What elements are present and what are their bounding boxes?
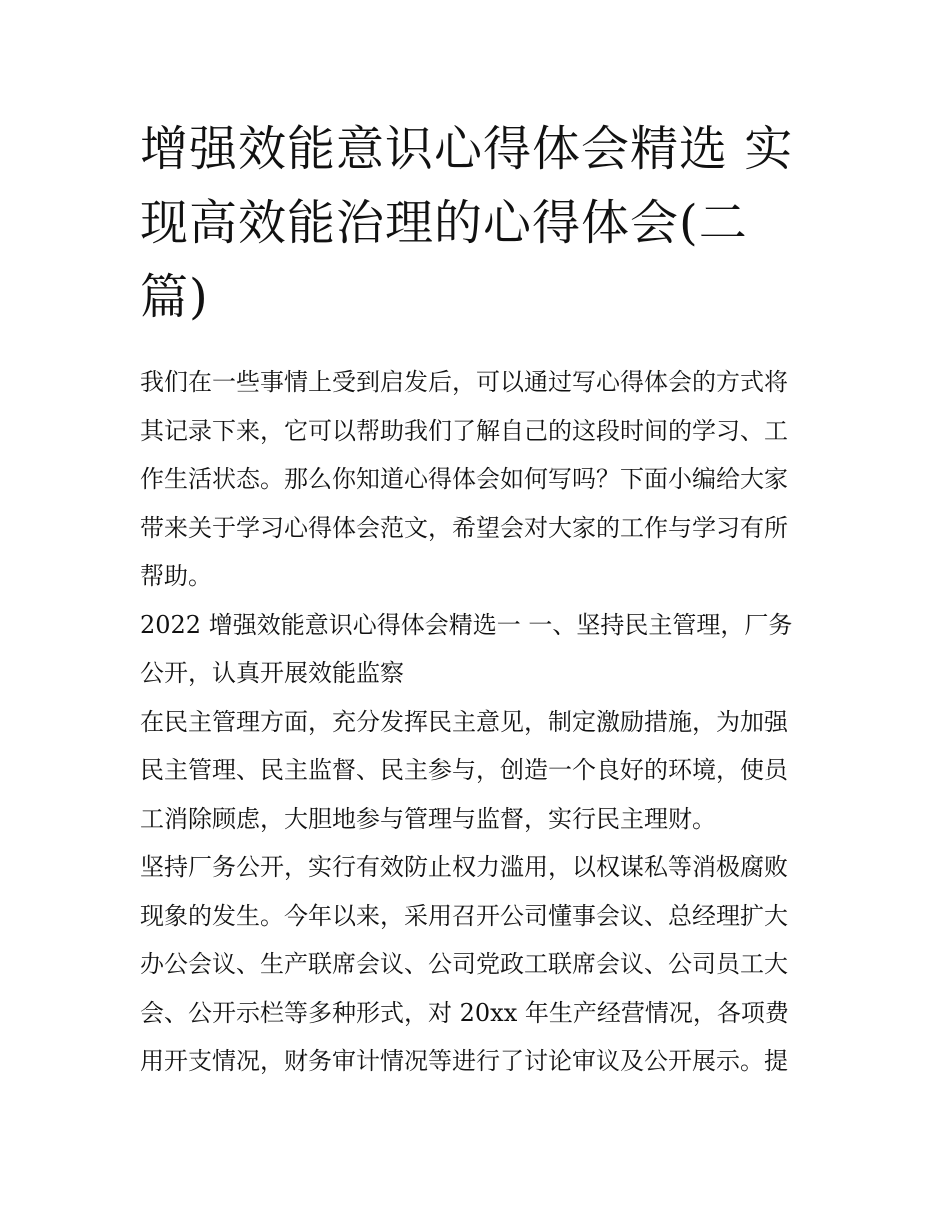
title-line: 篇) <box>140 269 209 325</box>
text-line: 帮助。 <box>140 562 212 590</box>
text-line: 我们在一些事情上受到启发后，可以通过写心得体会的方式将 <box>140 368 788 396</box>
text-line: 会、公开示栏等多种形式，对 20xx 年生产经营情况，各项费 <box>140 998 789 1027</box>
text-line: 作生活状态。那么你知道心得体会如何写吗？下面小编给大家 <box>140 465 788 493</box>
text-line: 现象的发生。今年以来，采用召开公司懂事会议、总经理扩大 <box>140 901 788 930</box>
text-line: 带来关于学习心得体会范文，希望会对大家的工作与学习有所 <box>140 513 788 542</box>
text-line: 其记录下来，它可以帮助我们了解自己的这段时间的学习、工 <box>140 416 788 445</box>
section-heading-paragraph <box>140 601 820 698</box>
text-line: 民主管理、民主监督、民主参与，创造一个良好的环境，使员 <box>140 756 788 784</box>
text-line: 在民主管理方面，充分发挥民主意见，制定激励措施，为加强 <box>140 707 788 736</box>
text-line: 公开，认真开展效能监察 <box>140 659 404 687</box>
democratic-management-paragraph <box>140 698 820 844</box>
intro-paragraph <box>140 358 820 601</box>
title-line: 增强效能意识心得体会精选 实 <box>140 121 794 177</box>
document-title <box>140 112 820 334</box>
document-body <box>140 358 820 1086</box>
text-line: 用开支情况，财务审计情况等进行了讨论审议及公开展示。提 <box>140 1047 788 1075</box>
transparency-paragraph <box>140 843 820 1086</box>
text-line: 办公会议、生产联席会议、公司党政工联席会议、公司员工大 <box>140 950 788 978</box>
text-line: 坚持厂务公开，实行有效防止权力滥用，以权谋私等消极腐败 <box>140 853 788 881</box>
text-line: 2022 增强效能意识心得体会精选一 一、坚持民主管理，厂务 <box>140 610 793 639</box>
text-line: 工消除顾虑，大胆地参与管理与监督，实行民主理财。 <box>140 804 716 833</box>
title-line: 现高效能治理的心得体会(二 <box>140 195 748 251</box>
